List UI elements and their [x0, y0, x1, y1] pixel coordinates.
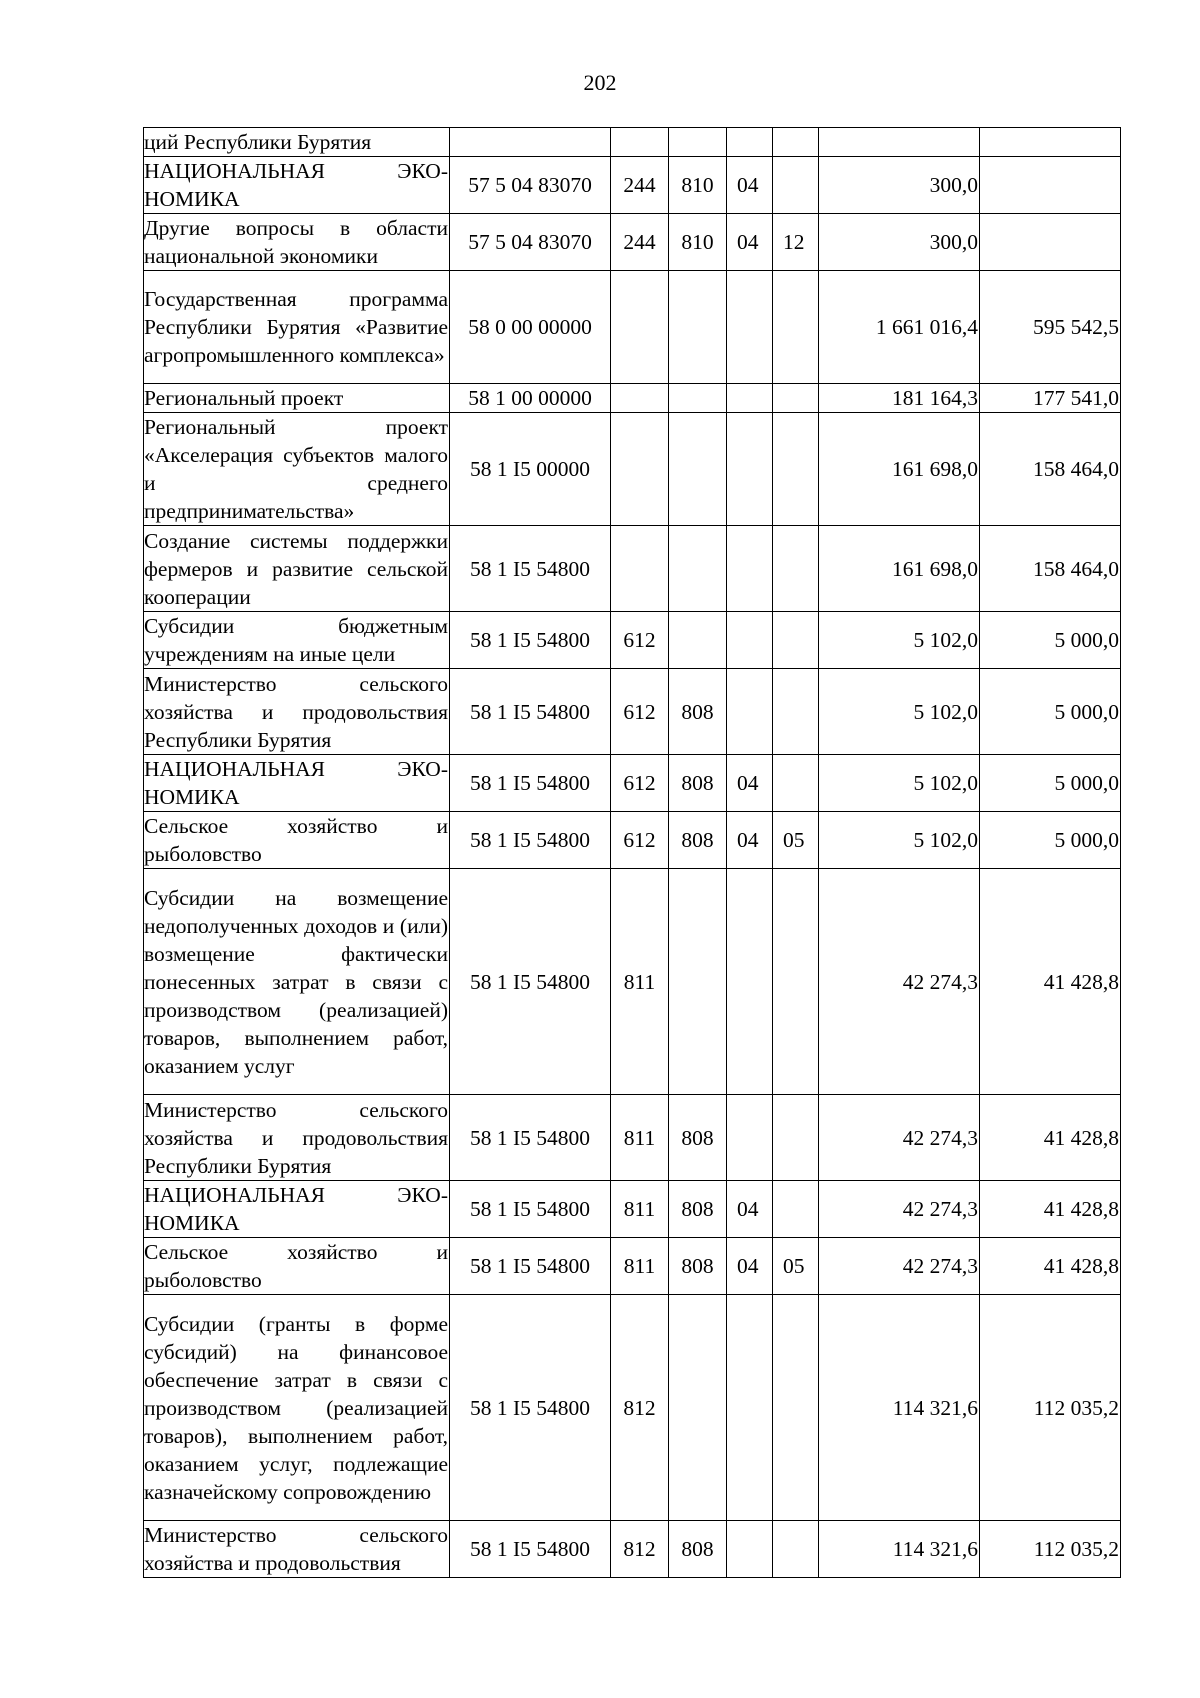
table-body: [144, 128, 1121, 1578]
row-sum2-cell: 5 000,0: [980, 755, 1121, 812]
row-code-cell: 58 1 I5 54800: [450, 1521, 611, 1578]
row-vr-cell: 244: [611, 214, 669, 271]
row-name-cell: НАЦИОНАЛЬНАЯ ЭКО-НОМИКА: [144, 157, 450, 214]
row-code-cell: 58 0 00 00000: [450, 271, 611, 384]
row-pr-cell: [773, 1095, 819, 1181]
row-name-cell: НАЦИОНАЛЬНАЯ ЭКО-НОМИКА: [144, 755, 450, 812]
row-vr-cell: 612: [611, 755, 669, 812]
row-code-cell: 58 1 00 00000: [450, 384, 611, 413]
page-number: 202: [583, 70, 617, 95]
row-sum1-cell: [819, 128, 980, 157]
row-sum1-cell: 5 102,0: [819, 812, 980, 869]
row-sum1-cell: 5 102,0: [819, 755, 980, 812]
row-grbs-cell: [669, 526, 727, 612]
row-rz-cell: 04: [727, 1181, 773, 1238]
row-grbs-cell: 808: [669, 812, 727, 869]
row-name-cell: Государственная программа Республики Бурятия «Развитие агропромышленного комплекса»: [144, 271, 450, 384]
row-code-cell: 58 1 I5 54800: [450, 1095, 611, 1181]
row-sum2-cell: 5 000,0: [980, 669, 1121, 755]
row-sum2-cell: 41 428,8: [980, 1095, 1121, 1181]
row-code-cell: 58 1 I5 54800: [450, 812, 611, 869]
row-name-cell: Региональный проект: [144, 384, 450, 413]
row-vr-cell: 812: [611, 1295, 669, 1521]
row-code-cell: 57 5 04 83070: [450, 214, 611, 271]
table-row: [144, 1238, 1121, 1295]
row-grbs-cell: 808: [669, 669, 727, 755]
row-vr-cell: 811: [611, 1238, 669, 1295]
row-pr-cell: [773, 1521, 819, 1578]
row-sum1-cell: 181 164,3: [819, 384, 980, 413]
row-sum2-cell: 112 035,2: [980, 1521, 1121, 1578]
row-code-cell: 58 1 I5 54800: [450, 669, 611, 755]
row-sum2-cell: 158 464,0: [980, 526, 1121, 612]
row-sum1-cell: 42 274,3: [819, 869, 980, 1095]
row-rz-cell: 04: [727, 812, 773, 869]
row-name-cell: Региональный проект «Акселерация субъектов малого и среднего предпринимательства»: [144, 413, 450, 526]
table-row: [144, 812, 1121, 869]
row-pr-cell: [773, 669, 819, 755]
row-name-cell: Министерство сельского хозяйства и продовольствия Республики Бурятия: [144, 1095, 450, 1181]
row-pr-cell: [773, 755, 819, 812]
row-name-cell: Сельское хозяйство и рыболовство: [144, 1238, 450, 1295]
row-grbs-cell: 810: [669, 214, 727, 271]
row-rz-cell: [727, 413, 773, 526]
row-code-cell: 58 1 I5 54800: [450, 755, 611, 812]
row-vr-cell: [611, 526, 669, 612]
row-grbs-cell: 808: [669, 1238, 727, 1295]
row-rz-cell: [727, 271, 773, 384]
table-row: [144, 384, 1121, 413]
row-pr-cell: [773, 612, 819, 669]
row-sum1-cell: 161 698,0: [819, 526, 980, 612]
row-name-cell: Субсидии (гранты в форме субсидий) на финансовое обеспечение затрат в связи с производством (реализацией товаров), выполнением работ, оказанием услуг, подлежащие казначейскому сопровождению: [144, 1295, 450, 1521]
row-sum2-cell: [980, 157, 1121, 214]
row-pr-cell: [773, 128, 819, 157]
row-rz-cell: 04: [727, 1238, 773, 1295]
row-vr-cell: 811: [611, 1181, 669, 1238]
row-pr-cell: [773, 271, 819, 384]
row-sum2-cell: 5 000,0: [980, 812, 1121, 869]
row-pr-cell: 05: [773, 1238, 819, 1295]
table-row: [144, 869, 1121, 1095]
row-rz-cell: [727, 1295, 773, 1521]
row-rz-cell: 04: [727, 214, 773, 271]
row-grbs-cell: [669, 1295, 727, 1521]
row-vr-cell: 244: [611, 157, 669, 214]
row-code-cell: 58 1 I5 54800: [450, 1295, 611, 1521]
table-row: [144, 1095, 1121, 1181]
row-name-cell: ций Республики Бурятия: [144, 128, 450, 157]
table-row: [144, 1295, 1121, 1521]
table-row: [144, 612, 1121, 669]
row-sum2-cell: 41 428,8: [980, 1238, 1121, 1295]
row-rz-cell: [727, 1521, 773, 1578]
row-vr-cell: 811: [611, 869, 669, 1095]
table-row: [144, 214, 1121, 271]
row-rz-cell: [727, 869, 773, 1095]
row-vr-cell: 612: [611, 612, 669, 669]
row-code-cell: 58 1 I5 54800: [450, 1238, 611, 1295]
row-pr-cell: [773, 413, 819, 526]
row-pr-cell: [773, 869, 819, 1095]
table-row: [144, 157, 1121, 214]
table-row: [144, 669, 1121, 755]
row-sum1-cell: 42 274,3: [819, 1095, 980, 1181]
row-grbs-cell: [669, 869, 727, 1095]
row-rz-cell: [727, 128, 773, 157]
row-pr-cell: 05: [773, 812, 819, 869]
row-pr-cell: [773, 1181, 819, 1238]
row-pr-cell: 12: [773, 214, 819, 271]
row-vr-cell: [611, 271, 669, 384]
row-name-cell: Субсидии на возмещение недополученных доходов и (или) возмещение фактически понесенных затрат в связи с производством (реализацией) товаров, выполнением работ, оказанием услуг: [144, 869, 450, 1095]
row-name-cell: Создание системы поддержки фермеров и развитие сельской кооперации: [144, 526, 450, 612]
row-code-cell: 58 1 I5 54800: [450, 612, 611, 669]
row-sum1-cell: 300,0: [819, 214, 980, 271]
row-name-cell: Субсидии бюджетным учреждениям на иные цели: [144, 612, 450, 669]
row-rz-cell: [727, 612, 773, 669]
row-code-cell: 58 1 I5 00000: [450, 413, 611, 526]
row-pr-cell: [773, 1295, 819, 1521]
table-row: [144, 1521, 1121, 1578]
table-row: [144, 526, 1121, 612]
row-sum2-cell: 177 541,0: [980, 384, 1121, 413]
row-sum1-cell: 161 698,0: [819, 413, 980, 526]
row-rz-cell: [727, 1095, 773, 1181]
row-sum2-cell: 595 542,5: [980, 271, 1121, 384]
row-grbs-cell: 810: [669, 157, 727, 214]
table-row: [144, 1181, 1121, 1238]
row-code-cell: [450, 128, 611, 157]
row-grbs-cell: [669, 384, 727, 413]
row-code-cell: 57 5 04 83070: [450, 157, 611, 214]
row-sum2-cell: 5 000,0: [980, 612, 1121, 669]
row-sum2-cell: 41 428,8: [980, 1181, 1121, 1238]
row-vr-cell: 612: [611, 812, 669, 869]
row-grbs-cell: 808: [669, 1181, 727, 1238]
row-sum2-cell: 41 428,8: [980, 869, 1121, 1095]
row-grbs-cell: [669, 413, 727, 526]
row-pr-cell: [773, 526, 819, 612]
row-code-cell: 58 1 I5 54800: [450, 526, 611, 612]
row-sum1-cell: 114 321,6: [819, 1295, 980, 1521]
row-sum1-cell: 300,0: [819, 157, 980, 214]
row-grbs-cell: [669, 271, 727, 384]
row-sum2-cell: [980, 128, 1121, 157]
row-sum2-cell: 112 035,2: [980, 1295, 1121, 1521]
row-sum1-cell: 42 274,3: [819, 1238, 980, 1295]
row-vr-cell: 811: [611, 1095, 669, 1181]
table-row: [144, 128, 1121, 157]
row-grbs-cell: [669, 128, 727, 157]
row-grbs-cell: 808: [669, 1095, 727, 1181]
row-rz-cell: [727, 384, 773, 413]
row-pr-cell: [773, 384, 819, 413]
row-sum1-cell: 1 661 016,4: [819, 271, 980, 384]
row-vr-cell: [611, 413, 669, 526]
row-vr-cell: [611, 128, 669, 157]
row-sum1-cell: 114 321,6: [819, 1521, 980, 1578]
row-sum2-cell: [980, 214, 1121, 271]
table-row: [144, 271, 1121, 384]
row-code-cell: 58 1 I5 54800: [450, 869, 611, 1095]
row-code-cell: 58 1 I5 54800: [450, 1181, 611, 1238]
row-name-cell: Министерство сельского хозяйства и продовольствия: [144, 1521, 450, 1578]
row-name-cell: Другие вопросы в области национальной экономики: [144, 214, 450, 271]
row-sum2-cell: 158 464,0: [980, 413, 1121, 526]
row-name-cell: Сельское хозяйство и рыболовство: [144, 812, 450, 869]
row-grbs-cell: [669, 612, 727, 669]
row-grbs-cell: 808: [669, 755, 727, 812]
table-row: [144, 755, 1121, 812]
row-vr-cell: 612: [611, 669, 669, 755]
row-pr-cell: [773, 157, 819, 214]
row-rz-cell: [727, 526, 773, 612]
table-row: [144, 413, 1121, 526]
row-sum1-cell: 5 102,0: [819, 669, 980, 755]
row-rz-cell: 04: [727, 157, 773, 214]
row-rz-cell: 04: [727, 755, 773, 812]
row-name-cell: Министерство сельского хозяйства и продовольствия Республики Бурятия: [144, 669, 450, 755]
row-rz-cell: [727, 669, 773, 755]
budget-table: [143, 127, 1121, 1578]
row-vr-cell: [611, 384, 669, 413]
row-grbs-cell: 808: [669, 1521, 727, 1578]
row-name-cell: НАЦИОНАЛЬНАЯ ЭКО-НОМИКА: [144, 1181, 450, 1238]
row-sum1-cell: 42 274,3: [819, 1181, 980, 1238]
row-vr-cell: 812: [611, 1521, 669, 1578]
row-sum1-cell: 5 102,0: [819, 612, 980, 669]
